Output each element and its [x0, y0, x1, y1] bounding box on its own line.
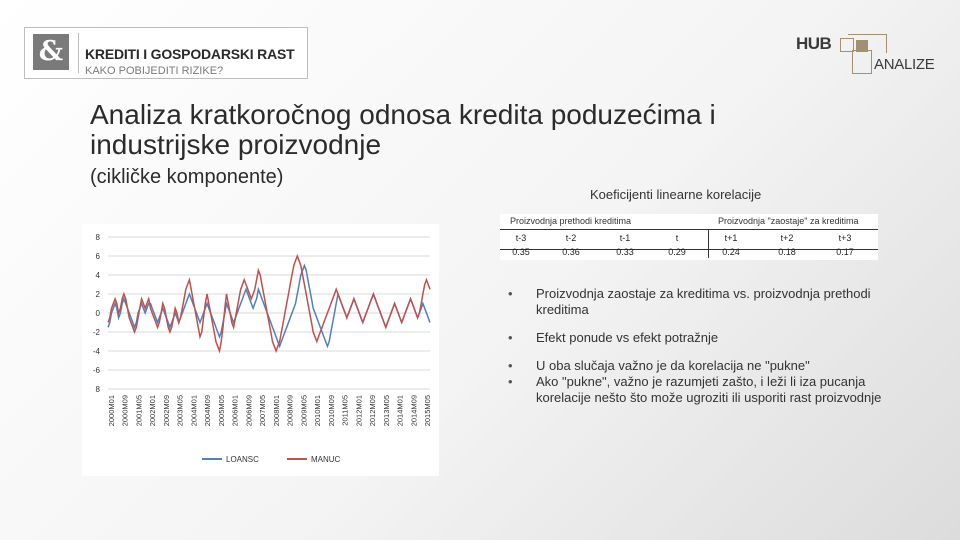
- lag-header: t-1: [619, 233, 631, 243]
- x-tick-label: 2000M09: [120, 395, 130, 427]
- y-tick-label: 2: [95, 290, 100, 299]
- y-tick-label: -6: [92, 366, 100, 375]
- x-tick-label: 2006M01: [230, 395, 240, 427]
- y-tick-label: 8: [95, 385, 100, 394]
- series-line-manuc: [108, 256, 430, 351]
- lag-header: t: [675, 233, 679, 243]
- coefficients-table: [500, 214, 878, 260]
- y-tick-label: 6: [95, 252, 100, 261]
- correlation-line-chart: [82, 224, 439, 476]
- group-right-label: Proizvodnja "zaostaje" za kreditima: [718, 216, 859, 226]
- chart-svg: [82, 224, 439, 476]
- x-tick-label: 2002M01: [148, 395, 158, 427]
- x-tick-label: 2010M09: [326, 395, 336, 427]
- series-line-loansc: [108, 266, 430, 347]
- legend-label: MANUC: [311, 455, 341, 464]
- bullet-item: [506, 374, 886, 406]
- coefficient-value: 0.29: [668, 247, 686, 257]
- bullet-text: Efekt ponude vs efekt potražnje: [536, 330, 719, 345]
- x-tick-label: 2004M09: [203, 395, 213, 427]
- bullet-item: [506, 286, 886, 318]
- ampersand-logo-icon: &: [33, 34, 69, 70]
- slide-subtitle: (cikličke komponente): [90, 166, 284, 188]
- bullet-item: [506, 330, 886, 346]
- coefficient-value: 0.24: [722, 247, 740, 257]
- x-tick-label: 2003M05: [175, 395, 185, 427]
- hub-analize-logo: [796, 30, 940, 78]
- x-tick-label: 2001M05: [134, 395, 144, 427]
- bullet-dot-icon: •: [508, 330, 513, 345]
- coefficients-title: Koeficijenti linearne korelacije: [590, 187, 762, 202]
- header-divider: [78, 33, 79, 73]
- bullet-dot-icon: •: [508, 358, 513, 373]
- header-subtitle: KAKO POBIJEDITI RIZIKE?: [85, 65, 224, 77]
- bullet-text: Ako "pukne", važno je razumjeti zašto, i leži li iza pucanja korelacije nešto što može ugroziti ili usporiti rast proizvodnje: [536, 374, 882, 405]
- x-tick-label: 2002M09: [162, 395, 171, 427]
- y-tick-label: 8: [95, 233, 100, 242]
- x-tick-label: 2012M09: [368, 395, 377, 427]
- logo-square-icon-2: [852, 50, 872, 74]
- x-tick-label: 2004M01: [189, 395, 199, 427]
- header-banner: [24, 27, 308, 79]
- lag-header: t-3: [515, 233, 527, 243]
- analize-logo-text: ANALIZE: [874, 56, 935, 73]
- coefficient-value: 0.18: [778, 247, 796, 257]
- header-title: KREDITI I GOSPODARSKI RAST: [85, 46, 295, 62]
- coefficient-value: 0.33: [616, 247, 634, 257]
- x-tick-label: 2014M09: [409, 395, 419, 427]
- hub-logo-text: HUB: [796, 34, 832, 53]
- bullet-dot-icon: •: [508, 374, 513, 389]
- x-tick-label: 2012M01: [354, 395, 364, 427]
- legend-label: LOANSC: [226, 455, 259, 464]
- coefficient-value: 0.17: [836, 247, 854, 257]
- x-tick-label: 2006M09: [244, 395, 254, 427]
- y-tick-label: 0: [95, 309, 100, 318]
- bullet-list: [506, 286, 886, 406]
- x-tick-label: 2014M01: [395, 395, 405, 427]
- bullet-text: Proizvodnja zaostaje za kreditima vs. proizvodnja prethodi kreditima: [536, 286, 871, 317]
- bullet-text: U oba slučaja važno je da korelacija ne "pukne": [536, 358, 810, 373]
- x-tick-label: 2010M01: [313, 395, 323, 427]
- x-tick-label: 2008M09: [285, 395, 295, 427]
- coefficient-value: 0.35: [512, 247, 530, 257]
- y-tick-label: -2: [92, 328, 100, 337]
- bullet-dot-icon: •: [508, 286, 513, 301]
- lag-header: t+1: [724, 233, 738, 243]
- y-tick-label: -4: [92, 347, 100, 356]
- x-tick-label: 2005M05: [216, 395, 226, 427]
- slide-title: Analiza kratkoročnog odnosa kredita poduzećima i industrijske proizvodnje: [90, 99, 716, 160]
- lag-header: t+2: [780, 233, 794, 243]
- x-tick-label: 2008M01: [271, 395, 281, 427]
- x-tick-label: 2007M05: [258, 395, 268, 427]
- lag-header: t-2: [565, 233, 577, 243]
- group-left-label: Proizvodnja prethodi kreditima: [510, 216, 632, 226]
- lag-header: t+3: [838, 233, 852, 243]
- table-rule-top: [500, 229, 878, 230]
- x-tick-label: 2000M01: [107, 395, 116, 427]
- x-tick-label: 2011M05: [340, 395, 350, 426]
- x-tick-label: 2015M05: [423, 395, 432, 427]
- x-tick-label: 2013M05: [381, 395, 391, 427]
- y-tick-label: 4: [95, 271, 100, 280]
- coefficient-value: 0.36: [562, 247, 580, 257]
- x-tick-label: 2009M05: [299, 395, 309, 427]
- bullet-item: [506, 358, 886, 374]
